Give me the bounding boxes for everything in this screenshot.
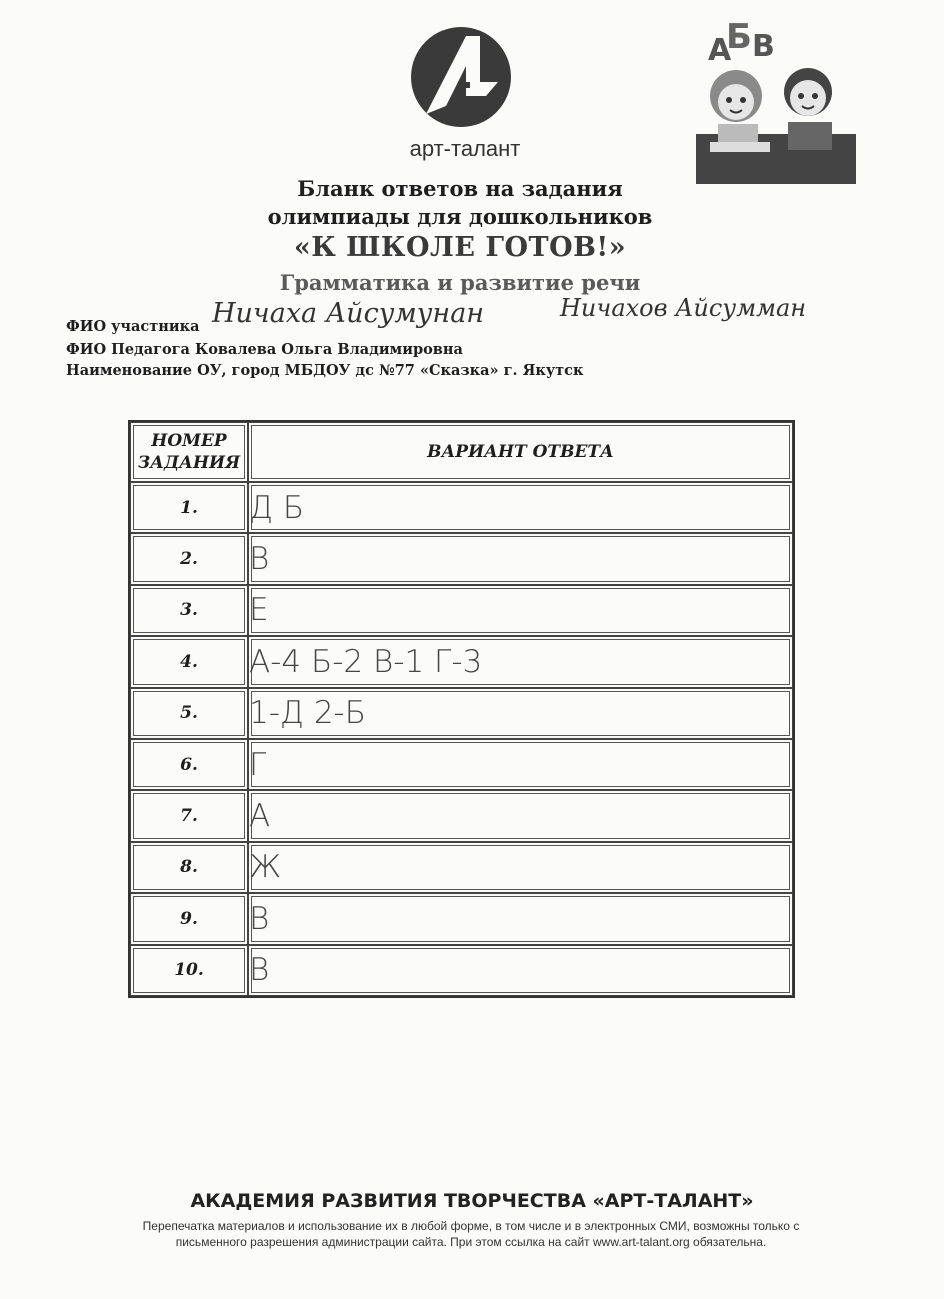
answer-cell: Д Б <box>248 482 793 533</box>
subject-title: Грамматика и развитие речи <box>279 270 641 295</box>
answer-cell: 1-Д 2-Б <box>248 688 793 739</box>
answer-cell: В <box>248 533 793 584</box>
answer-cell: А-4 Б-2 В-1 Г-3 <box>248 636 793 687</box>
answer-cell: Г <box>248 739 793 790</box>
task-number: 6. <box>130 739 248 790</box>
svg-text:В: В <box>752 29 775 64</box>
answer-header: ВАРИАНТ ОТВЕТА <box>248 422 793 482</box>
table-row <box>130 482 793 533</box>
table-row <box>130 533 793 584</box>
svg-text:Б: Б <box>726 17 752 57</box>
answer-cell: Ж <box>248 842 793 893</box>
task-number: 4. <box>130 636 248 687</box>
table-row <box>130 842 793 893</box>
task-number: 3. <box>130 585 248 636</box>
task-number: 10. <box>130 945 248 996</box>
task-number: 2. <box>130 533 248 584</box>
brand-name: арт-талант <box>409 136 521 161</box>
copyright-notice-line-1: Перепечатка материалов и использование их в любой форме, в том числе и в электронных СМИ, возможны только с <box>142 1219 800 1233</box>
table-row <box>130 636 793 687</box>
academy-title: АКАДЕМИЯ РАЗВИТИЯ ТВОРЧЕСТВА «АРТ-ТАЛАНТ» <box>190 1190 754 1212</box>
participant-signature: Ничаха Айсумунан <box>212 298 485 329</box>
copyright-notice-line-2: письменного разрешения администрации сайта. При этом ссылка на сайт www.art-talant.org обязательна. <box>175 1235 767 1249</box>
answer-cell: В <box>248 893 793 944</box>
title-line-1: Бланк ответов на задания <box>297 176 623 201</box>
task-number-header-line-2: ЗАДАНИЯ <box>137 453 241 473</box>
title-line-2: олимпиады для дошкольников <box>267 204 653 229</box>
teacher-line: ФИО Педагога Ковалева Ольга Владимировна <box>66 341 463 358</box>
answer-cell: Е <box>248 585 793 636</box>
participant-label: ФИО участника <box>66 318 200 335</box>
school-line: Наименование ОУ, город МБДОУ дс №77 «Сказка» г. Якутск <box>66 362 584 379</box>
task-number-header <box>130 422 248 482</box>
table-row <box>130 688 793 739</box>
art-talant-logo <box>406 22 516 132</box>
task-number: 9. <box>130 893 248 944</box>
task-number: 5. <box>130 688 248 739</box>
table-header-row <box>130 422 793 482</box>
participant-name-handwritten: Ничахов Айсумман <box>560 294 807 322</box>
olympiad-name: «К ШКОЛЕ ГОТОВ!» <box>293 232 627 263</box>
table-row <box>130 893 793 944</box>
table-row <box>130 585 793 636</box>
task-number-header-line-1: НОМЕР <box>151 431 227 451</box>
answer-cell: В <box>248 945 793 996</box>
table-row <box>130 945 793 996</box>
table-row <box>130 790 793 841</box>
task-number: 1. <box>130 482 248 533</box>
answer-cell: А <box>248 790 793 841</box>
task-number: 7. <box>130 790 248 841</box>
children-reading-illustration <box>690 14 860 186</box>
svg-text:А: А <box>708 33 732 68</box>
table-row <box>130 739 793 790</box>
copyright-notice <box>96 1218 846 1250</box>
answers-table <box>128 420 795 998</box>
task-number: 8. <box>130 842 248 893</box>
